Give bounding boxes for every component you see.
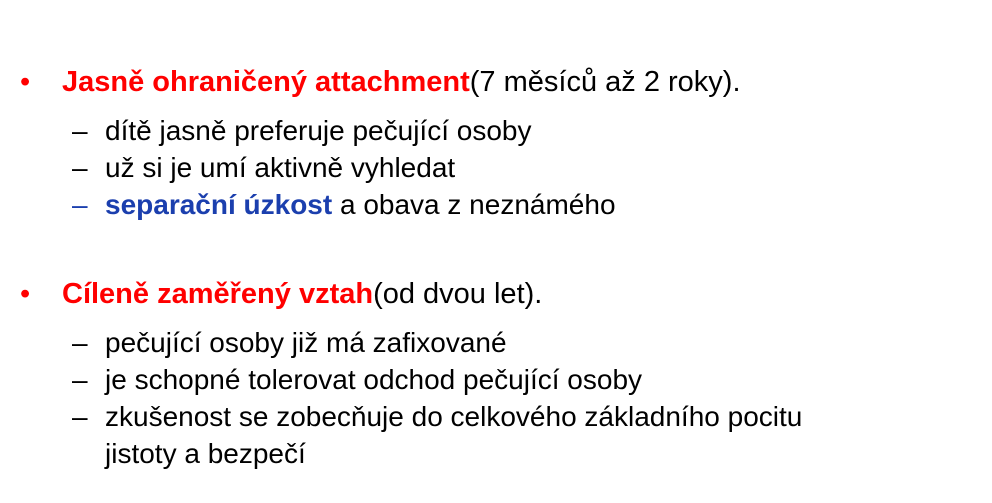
dash-icon: – [72,152,88,183]
list-item-text: už si je umí aktivně vyhledat [105,152,456,183]
highlight-text: separační úzkost [105,189,333,220]
list-item [72,324,972,361]
attachment-section [20,60,972,223]
dash-icon: – [72,327,88,358]
sub-item-list [72,112,972,223]
list-item [72,186,972,223]
sub-item-list [72,324,972,472]
section-heading-row [20,272,972,316]
section-title-suffix: (od dvou let). [373,278,543,310]
dash-icon: – [72,364,88,395]
list-item [72,398,972,472]
bullet-icon: • [20,278,31,310]
list-item-text: pečující osoby již má zafixované [105,327,507,358]
list-item-text-rest: a obava z neznámého [332,189,616,220]
section-heading-row [20,60,972,104]
dash-icon: – [72,401,88,432]
relationship-section [20,272,972,472]
list-item [72,112,972,149]
list-item [72,149,972,186]
section-title-suffix: (7 měsíců až 2 roky). [469,66,741,98]
dash-icon: – [72,115,88,146]
list-item-text: je schopné tolerovat odchod pečující osoby [105,364,643,395]
bullet-icon: • [20,66,31,98]
list-item-text [105,186,616,223]
list-item-text: dítě jasně preferuje pečující osoby [105,115,532,146]
section-title: Jasně ohraničený attachment [62,66,470,98]
list-item-text: zkušenost se zobecňuje do celkového základního pocitu jistoty a bezpečí [105,401,803,469]
list-item [72,361,972,398]
dash-icon: – [72,189,88,220]
section-title: Cíleně zaměřený vztah [62,278,374,310]
